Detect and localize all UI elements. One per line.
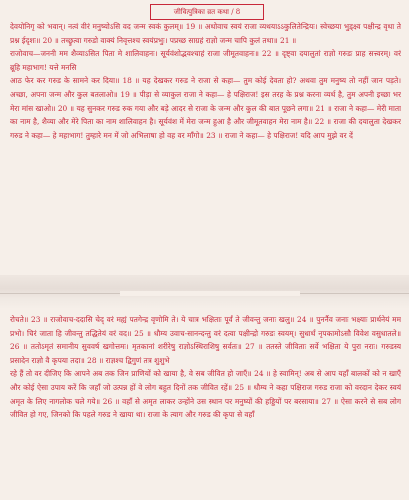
page-tear-divider [0, 275, 409, 309]
sanskrit-verse-paragraph-2: राजोवाच—जननी मम शैव्याऽसित पिता मे शालिवाहनः। सूर्यवंशोद्भवश्चाहं राजा जीमूतवाहनः॥ 22 ॥ दृष्ट्वा दयालुतां राज्ञो गरुडः प्राह सत्त्वरम्। वरं ब्रूहि महाभाग! यत्ते मनसि [10, 49, 401, 72]
sanskrit-verse-paragraph-3: रोचते॥ 23 ॥ राजोवाच-ददासि चेद् वरं मह्यं पतगेन्द्र वृणोमि ते। ये चात्र भक्षिताः पूर्वं ते जीवन्तु जनाः खलु॥ 24 ॥ पुनर्नैव जनाः भक्ष्याः प्रार्थनेयं मम प्रभो। चिरं जाता हि जीवन्तु तद्धितेयं वरं वद॥ 25 ॥ धौम्य उवाच-सानन्दन्तु वरं दत्वा पक्षीन्द्रो गरुडः स्वयम्। सुधार्थं नृपकामोऽसौ विवेश वसुधातले॥ 26 ॥ ततोऽमृतं समानीय सुववर्ष खगोत्तमः। मृतकानां शरीरेषु राज्ञोऽस्थिराशिषु सर्वतः॥ 27 ॥ ततस्ते जीविताः सर्वे भक्षिता ये पुरा नराः। गरुडस्य प्रसादेन राज्ञो वै कृपया तदा॥ 28 ॥ राज्ञश्च द्विगुणं तत्र शुशुभे [10, 315, 401, 365]
hindi-translation-paragraph: आठ फेर कर गरुड के सामने कर दिया॥ 18 ॥ यह देखकर गरुड ने राजा से कहा— तुम कोई देवता हो? अथवा तुम मनुष्य तो नहीं जान पड़ते। अच्छा, अपना जन्म और कुल बतलाओ॥ 19 ॥ पीड़ा से व्याकुल राजा ने कहा— हे पक्षिराज! इस तरह के प्रश्न करना व्यर्थ है, तुम अपनी इच्छा भर मेरा मांस खाओ॥ 20 ॥ यह सुनकर गरुड रुक गया और बड़े आदर से राजा के जन्म और कुल की बात पूछने लगा॥ 21 ॥ राजा ने कहा— मेरी माता का नाम है, शैव्या और मेरे पिता का नाम शालिवाहन है। सूर्यवंश में मेरा जन्म हुआ है और जीमूतवाहन मेरा नाम है॥ 22 ॥ राजा की दयालुता देखकर गरुड ने कहा— हे महाभाग! तुम्हारे मन में जो अभिलाषा हो वह वर माँगो॥ 23 ॥ राजा ने कहा— हे पक्षिराज! यदि आप मुझे वर दें [10, 76, 401, 140]
sanskrit-verse-paragraph-1: देवयोनिगृ को भवान्। नत्वं वीरं मनुष्योऽसि वद जन्म स्वकं कुलम्॥ 19 ॥ अथोवाच स्वयं राजा व्यथयाऽऽकुलितेन्द्रियः। स्वेच्छया भुड्क्ष्व पक्षीन्द्र वृथा ते प्रश्न ईदृशः॥ 20 ॥ तच्छ्रुत्वा गरुडो वाक्यं निवृत्तश्च स्वयंप्रभुः। पप्रच्छ साग्रहं राज्ञो जन्म चापि कुलं तथा॥ 21 ॥ [10, 22, 401, 45]
hindi-translation-paragraph-2: रहे हैं तो वर दीजिए कि आपने अब तक जिन प्राणियों को खाया है, वे सब जीवित हो जाएँ॥ 24 ॥ हे स्वामिन्! अब से आप यहाँ बालकों को न खाएँ और कोई ऐसा उपाय करें कि जहाँ जो उत्पन्न हों वे लोग बहुत दिनों तक जीवित रहें॥ 25 ॥ धौम्य ने कहा पक्षिराज गरुड राजा को वरदान देकर स्वयं अमृत के लिए नागलोक चले गये॥ 26 ॥ वहाँ से अमृत लाकर उन्होंने उस स्थान पर मनुष्यों की हड्डियों पर बरसाया॥ 27 ॥ ऐसा करने से सब लोग जीवित हो गए, जिनको कि पहले गरुड ने खाया था। राजा के त्याग और गरुड की कृपा से वहाँ [10, 369, 401, 420]
bottom-text-block [10, 313, 401, 497]
tear-gap [120, 291, 300, 296]
top-text-block [10, 20, 401, 272]
page-header: जीवित्पुत्रिका व्रत कथा / 8 [150, 4, 264, 20]
